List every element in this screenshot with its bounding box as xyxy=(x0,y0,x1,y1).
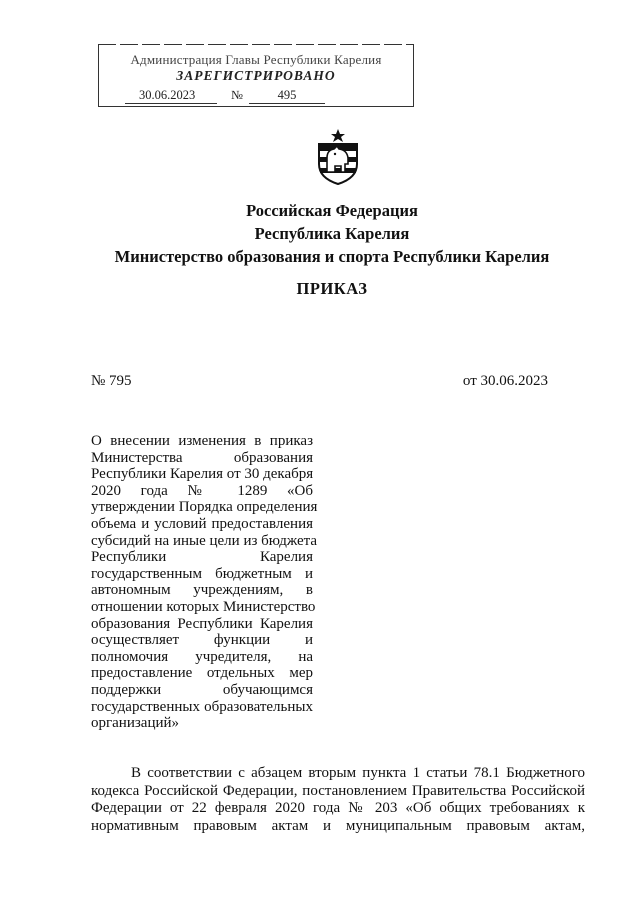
stamp-number: 495 xyxy=(249,88,325,104)
document-title: ПРИКАЗ xyxy=(296,279,368,298)
subject-line: государственным бюджетным и xyxy=(91,565,313,582)
subject-line: предоставление отдельных мер xyxy=(91,665,313,682)
subject-line: субсидий на иные цели из бюджета xyxy=(91,532,318,549)
stamp-registered-label: ЗАРЕГИСТРИРОВАНО xyxy=(176,68,336,83)
header-ministry: Министерство образования и спорта Республики Карелия xyxy=(114,247,550,266)
stamp-registration-line xyxy=(125,88,325,104)
subject-line: организаций» xyxy=(91,715,180,732)
subject-line: осуществляет функции и xyxy=(91,632,313,649)
subject-line: Республики Карелия xyxy=(91,549,313,566)
subject-line: автономным учреждениям, в xyxy=(91,582,313,599)
subject-line: поддержки обучающимся xyxy=(91,681,313,698)
order-number: № 795 xyxy=(91,373,132,389)
order-subject xyxy=(91,433,318,732)
body-line: нормативным правовым актам и муниципальным правовым актам, xyxy=(91,817,585,834)
subject-line: образования Республики Карелия xyxy=(91,615,313,632)
subject-line: О внесении изменения в приказ xyxy=(91,433,313,449)
stamp-date: 30.06.2023 xyxy=(125,88,217,104)
subject-line: утверждении Порядка определения xyxy=(91,499,318,516)
header-republic: Республика Карелия xyxy=(254,224,410,243)
subject-line: отношении которых Министерство xyxy=(91,598,316,615)
subject-line: Министерства образования xyxy=(91,449,313,466)
registration-stamp xyxy=(98,44,414,107)
subject-line: 2020 года № 1289 «Об xyxy=(91,482,313,499)
subject-line: полномочия учредителя, на xyxy=(91,648,313,665)
stamp-number-label: № xyxy=(231,88,243,102)
order-body xyxy=(91,765,585,835)
subject-line: государственных образовательных xyxy=(91,698,313,715)
subject-line: объема и условий предоставления xyxy=(91,515,313,532)
body-line: В соответствии с абзацем вторым пункта 1 статьи 78.1 Бюджетного xyxy=(131,765,585,781)
karelia-coat-of-arms-icon xyxy=(314,128,362,186)
subject-line: Республики Карелия от 30 декабря xyxy=(91,466,314,483)
header-country: Российская Федерация xyxy=(246,201,418,220)
body-line: кодекса Российской Федерации, постановлением Правительства Российской xyxy=(91,782,585,799)
body-line: Федерации от 22 февраля 2020 года № 203 «Об общих требованиях к xyxy=(91,800,585,816)
stamp-authority: Администрация Главы Республики Карелия xyxy=(130,52,382,67)
order-date: от 30.06.2023 xyxy=(462,373,548,389)
